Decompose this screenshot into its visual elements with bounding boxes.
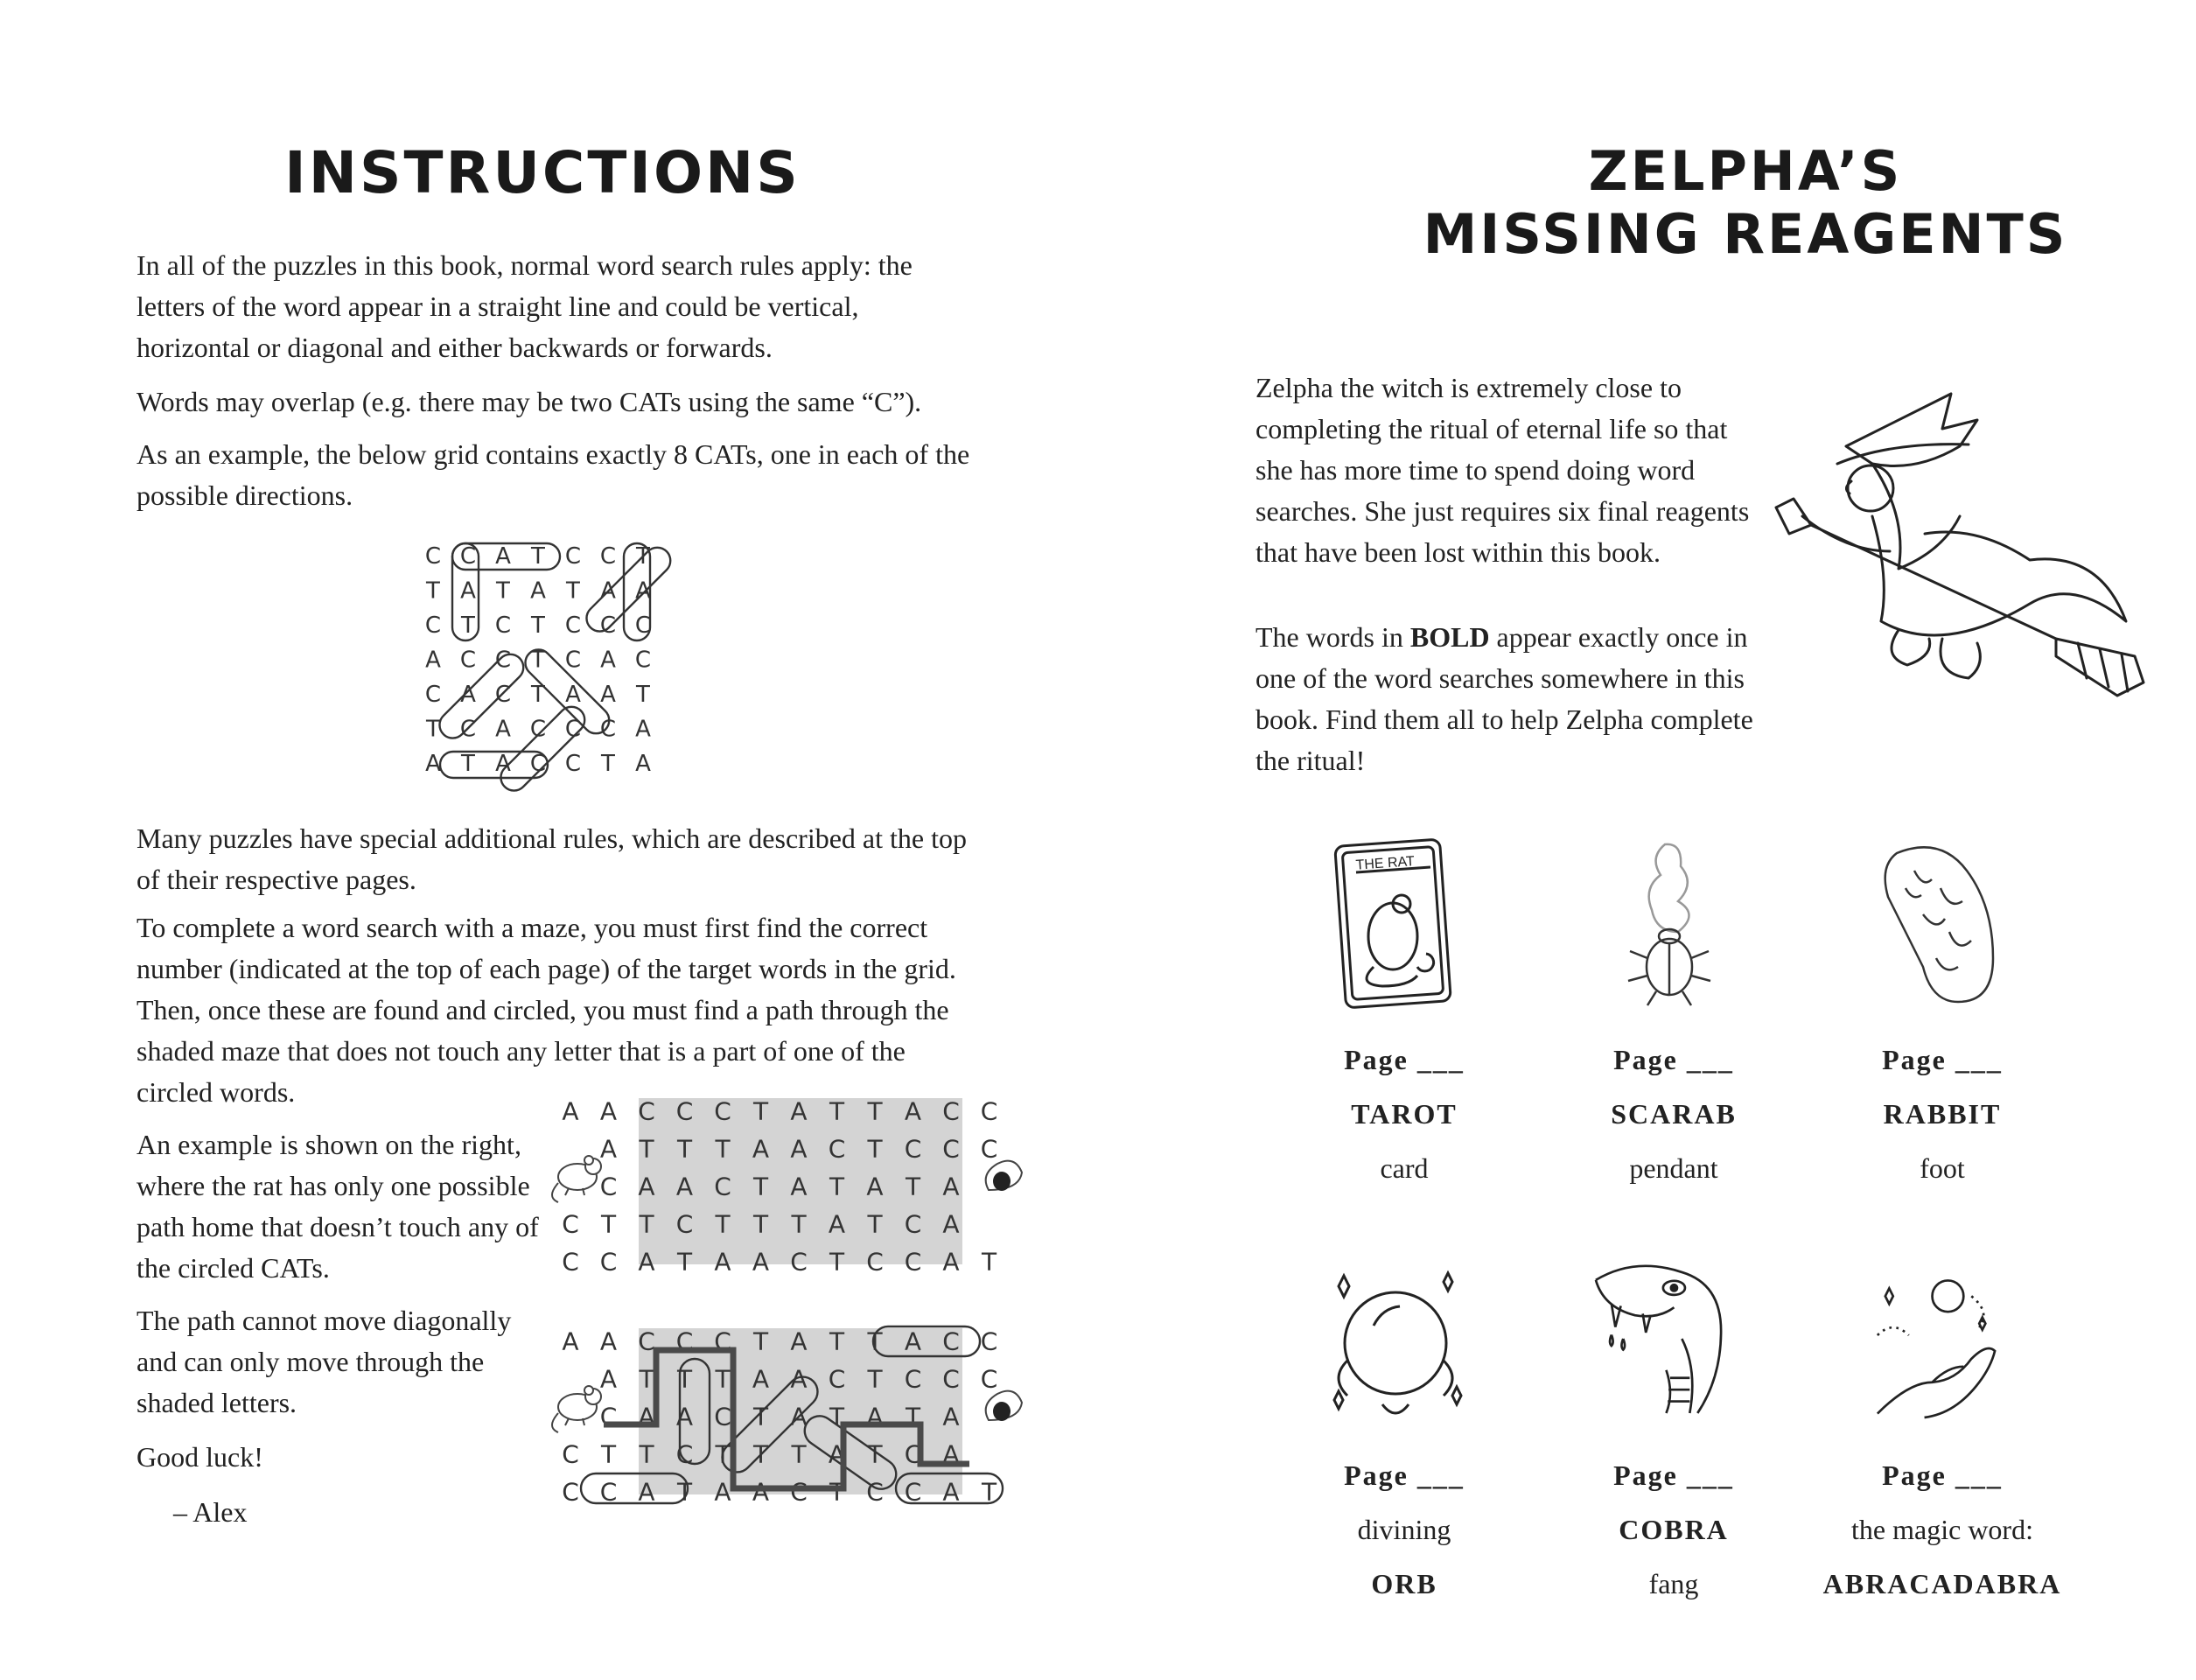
grid-letter: T xyxy=(531,682,545,708)
grid-letter: A xyxy=(752,1364,770,1394)
grid-letter: T xyxy=(829,1172,845,1201)
signature: – Alex xyxy=(173,1496,248,1528)
grid-letter: A xyxy=(942,1439,960,1469)
tarot-card-icon xyxy=(1321,836,1470,1011)
scarab-pendant-icon xyxy=(1595,836,1744,1011)
grid-letter: A xyxy=(828,1439,846,1469)
grid-letter: T xyxy=(531,647,545,674)
reagent-bottom: ORB xyxy=(1371,1568,1437,1600)
grid-letter: A xyxy=(425,751,441,777)
grid-letter: C xyxy=(634,612,652,639)
special-rules-paragraph: Many puzzles have special additional rules, which are described at the top of their respective pages. xyxy=(136,822,967,895)
grid-letter: A xyxy=(752,1477,770,1507)
mouse-hole-icon xyxy=(986,1391,1022,1421)
reagent-rabbit xyxy=(1811,1032,2074,1195)
grid-letter: C xyxy=(459,647,477,674)
reagent-top: COBRA xyxy=(1619,1514,1729,1545)
grid-letter: T xyxy=(600,1209,617,1239)
grid-letter: T xyxy=(791,1439,807,1469)
bold-post: appear exactly once in one of the word searches somewhere in this book. Find them all to help Zelpha complete the ritual! xyxy=(1255,621,1753,776)
grid-letter: C xyxy=(494,647,512,674)
bold-paragraph xyxy=(1255,617,1754,781)
grid-letter: T xyxy=(752,1326,769,1356)
grid-letter: C xyxy=(942,1096,960,1126)
grid-letter: T xyxy=(867,1364,883,1394)
reagent-top: the magic word: xyxy=(1851,1514,2033,1545)
grid-letter: T xyxy=(601,751,615,777)
cat-grid-letters xyxy=(425,543,651,777)
grid-letter: A xyxy=(638,1477,655,1507)
rat-icon xyxy=(552,1156,601,1202)
grid-letter: T xyxy=(639,1134,654,1164)
page-blank[interactable]: Page ___ xyxy=(1613,1460,1734,1491)
grid-letter: C xyxy=(980,1134,998,1164)
diagonal-paragraph: The path cannot move diagonally and can only move through the shaded letters. xyxy=(136,1305,512,1418)
grid-letter: T xyxy=(426,716,440,743)
grid-letter: C xyxy=(564,612,582,639)
grid-letter: A xyxy=(675,1172,694,1201)
grid-letter: C xyxy=(494,682,512,708)
page-blank[interactable]: Page ___ xyxy=(1882,1460,2003,1491)
cat-example-grid xyxy=(416,538,678,792)
grid-letter: A xyxy=(562,1096,579,1126)
reagent-bottom: fang xyxy=(1648,1568,1699,1600)
grid-letter: C xyxy=(790,1477,808,1507)
grid-letter: A xyxy=(460,682,476,708)
grid-letter: T xyxy=(639,1209,654,1239)
grid-letter: T xyxy=(639,1364,654,1394)
reagent-top: RABBIT xyxy=(1883,1098,2002,1130)
page-blank[interactable]: Page ___ xyxy=(1882,1044,2003,1075)
reagent-bottom: ABRACADABRA xyxy=(1822,1568,2062,1600)
grid-letter: A xyxy=(562,1326,579,1356)
grid-letter: T xyxy=(600,1439,617,1469)
page-blank[interactable]: Page ___ xyxy=(1613,1044,1734,1075)
grid-letter: C xyxy=(675,1439,694,1469)
grid-letter: A xyxy=(635,751,651,777)
grid-letter: A xyxy=(790,1096,808,1126)
grid-letter: C xyxy=(599,1172,618,1201)
grid-letter: T xyxy=(636,543,650,570)
grid-letter: A xyxy=(790,1134,808,1164)
grid-letter: C xyxy=(564,716,582,743)
grid-letter: A xyxy=(638,1172,655,1201)
reagent-bottom: card xyxy=(1380,1152,1429,1184)
grid-letter: A xyxy=(495,751,511,777)
grid-letter: T xyxy=(676,1477,693,1507)
grid-letter: T xyxy=(752,1172,769,1201)
rat-icon xyxy=(552,1386,601,1432)
grid-letter: A xyxy=(790,1364,808,1394)
grid-letter: C xyxy=(675,1326,694,1356)
reagent-scarab xyxy=(1542,1032,1805,1195)
grid-letter: T xyxy=(867,1134,883,1164)
example-paragraph: As an example, the below grid contains exactly 8 CATs, one in each of the possible directions. xyxy=(136,438,970,511)
grid-letter: T xyxy=(829,1402,845,1432)
grid-letter: C xyxy=(562,1477,579,1507)
grid-letter: T xyxy=(981,1477,997,1507)
grid-letter: C xyxy=(828,1364,846,1394)
mouse-hole-icon xyxy=(986,1161,1022,1191)
grid-letter: A xyxy=(460,578,476,605)
grid-letter: A xyxy=(714,1477,731,1507)
reagent-top: TAROT xyxy=(1351,1098,1458,1130)
grid-letter: C xyxy=(942,1364,960,1394)
grid-letter: A xyxy=(942,1477,960,1507)
page-blank[interactable]: Page ___ xyxy=(1344,1044,1465,1075)
maze-paragraph: To complete a word search with a maze, you must first find the correct number (indicated at the top of each page) of the target words in the grid. Then, once these are found and circled, you must find a path through the shaded maze that does not touch any letter that is a part of one of the circled words. xyxy=(136,912,956,1108)
grid-letter: C xyxy=(638,1096,655,1126)
grid-letter: A xyxy=(599,1364,618,1394)
title-line-2: MISSING REAGENTS xyxy=(1423,202,2068,266)
grid-letter: C xyxy=(564,751,582,777)
grid-letter: T xyxy=(867,1326,883,1356)
grid-letter: C xyxy=(980,1326,998,1356)
grid-letter: A xyxy=(495,716,511,743)
grid-letter: A xyxy=(599,1326,618,1356)
divining-orb-icon xyxy=(1321,1256,1470,1431)
grid-letter: C xyxy=(562,1439,579,1469)
grid-letter: A xyxy=(942,1402,960,1432)
grid-letter: T xyxy=(905,1402,921,1432)
grid-letter: T xyxy=(531,612,545,639)
grid-letter: C xyxy=(714,1402,731,1432)
grid-letter: C xyxy=(828,1134,846,1164)
grid-letter: C xyxy=(866,1247,884,1277)
grid-letter: C xyxy=(599,1247,618,1277)
circled-cat xyxy=(581,542,675,637)
grid-letter: C xyxy=(564,647,582,674)
grid-letter: A xyxy=(904,1096,922,1126)
grid-letter: A xyxy=(942,1172,960,1201)
grid-letter: T xyxy=(791,1209,807,1239)
grid-letter: T xyxy=(676,1134,693,1164)
grid-letter: C xyxy=(714,1096,731,1126)
grid-letter: C xyxy=(714,1172,731,1201)
grid-letter: C xyxy=(904,1247,922,1277)
grid-letter: C xyxy=(790,1247,808,1277)
grid-letter: C xyxy=(714,1326,731,1356)
grid-letter: C xyxy=(599,543,617,570)
grid-letter: T xyxy=(829,1477,845,1507)
grid-letter: A xyxy=(904,1326,922,1356)
grid-letter: A xyxy=(425,647,441,674)
grid-letter: A xyxy=(675,1402,694,1432)
grid-letter: T xyxy=(981,1247,997,1277)
grid-letter: C xyxy=(564,543,582,570)
grid-letter: T xyxy=(867,1209,883,1239)
grid-letter: C xyxy=(424,612,442,639)
grid-letter: T xyxy=(496,578,510,605)
grid-letter: A xyxy=(790,1326,808,1356)
good-luck-text: Good luck! xyxy=(136,1441,263,1473)
rules-paragraph: In all of the puzzles in this book, normal word search rules apply: the letters of the word appear in a straight line and could be vertical, horizontal or diagonal and either backwards or forwards. xyxy=(136,249,913,363)
intro-paragraph: Zelpha the witch is extremely close to completing the ritual of eternal life so that she has more time to spend doing word searches. She just requires six final reagents that have been lost within this book. xyxy=(1255,372,1750,568)
grid-letter: A xyxy=(790,1402,808,1432)
grid-letter: A xyxy=(790,1172,808,1201)
grid-letter: C xyxy=(459,716,477,743)
grid-letter: C xyxy=(562,1209,579,1239)
grid-letter: T xyxy=(715,1439,731,1469)
grid-letter: C xyxy=(904,1439,922,1469)
grid-letter: A xyxy=(599,1096,618,1126)
grid-letter: C xyxy=(634,647,652,674)
grid-letter: C xyxy=(562,1247,579,1277)
grid-letter: C xyxy=(599,1402,618,1432)
grid-letter: A xyxy=(942,1247,960,1277)
reagent-top: SCARAB xyxy=(1611,1098,1737,1130)
grid-letter: T xyxy=(676,1247,693,1277)
grid-letter: T xyxy=(531,543,545,570)
grid-letter: C xyxy=(459,543,477,570)
grid-letter: A xyxy=(866,1402,884,1432)
grid-letter: C xyxy=(529,751,547,777)
grid-letter: A xyxy=(599,1134,618,1164)
grid-letter: A xyxy=(866,1172,884,1201)
grid-letter: C xyxy=(980,1364,998,1394)
grid-letter: C xyxy=(904,1364,922,1394)
grid-letter: A xyxy=(752,1134,770,1164)
instructions-title: INSTRUCTIONS xyxy=(284,139,801,206)
cobra-fang-icon xyxy=(1588,1251,1737,1426)
grid-letter: C xyxy=(529,716,547,743)
overlap-paragraph: Words may overlap (e.g. there may be two CATs using the same “C”). xyxy=(136,386,922,417)
grid-letter: A xyxy=(828,1209,846,1239)
grid-letter: T xyxy=(829,1326,845,1356)
rabbit-foot-icon xyxy=(1862,836,2011,1011)
grid-letter: C xyxy=(942,1134,960,1164)
grid-letter: T xyxy=(829,1096,845,1126)
witch-on-broom-icon xyxy=(1767,376,2152,744)
maze-example-unsolved xyxy=(542,1094,1024,1291)
magic-hand-icon xyxy=(1862,1256,2011,1431)
grid-letter: C xyxy=(904,1209,922,1239)
zelpha-title xyxy=(1308,140,2183,266)
grid-letter: T xyxy=(905,1172,921,1201)
reagent-bottom: pendant xyxy=(1629,1152,1718,1184)
grid-letter: C xyxy=(675,1209,694,1239)
reagent-abracadabra xyxy=(1802,1448,2082,1611)
rat-paragraph: An example is shown on the right, where the rat has only one possible path home that doesn’t touch any of the circled CATs. xyxy=(136,1129,539,1284)
grid-letter: C xyxy=(599,612,617,639)
grid-letter: T xyxy=(636,682,650,708)
grid-letter: C xyxy=(494,612,512,639)
grid-letter: A xyxy=(638,1402,655,1432)
grid-letter: T xyxy=(829,1247,845,1277)
grid-letter: A xyxy=(942,1209,960,1239)
grid-letter: A xyxy=(600,682,616,708)
grid-letter: T xyxy=(752,1209,769,1239)
grid-letter: T xyxy=(461,751,475,777)
reagent-tarot xyxy=(1273,1032,1535,1195)
reagent-top: divining xyxy=(1357,1514,1451,1545)
reagent-orb xyxy=(1273,1448,1535,1611)
grid-letter: C xyxy=(599,1477,618,1507)
card-title: THE RAT xyxy=(1355,854,1416,873)
grid-letter: C xyxy=(904,1477,922,1507)
grid-letter: C xyxy=(866,1477,884,1507)
grid-letter: T xyxy=(752,1439,769,1469)
title-line-1: ZELPHA’S xyxy=(1588,139,1903,203)
grid-letter: T xyxy=(676,1364,693,1394)
grid-letter: A xyxy=(714,1247,731,1277)
grid-letter: T xyxy=(715,1209,731,1239)
grid-letter: T xyxy=(867,1439,883,1469)
grid-letter: C xyxy=(638,1326,655,1356)
grid-letter: T xyxy=(715,1364,731,1394)
grid-letter: T xyxy=(461,612,475,639)
reagent-bottom: foot xyxy=(1920,1152,1965,1184)
grid-letter: C xyxy=(675,1096,694,1126)
grid-letter: A xyxy=(635,578,651,605)
grid-letter: A xyxy=(495,543,511,570)
grid-letter: A xyxy=(638,1247,655,1277)
grid-letter: C xyxy=(980,1096,998,1126)
maze-example-solved xyxy=(542,1324,1024,1521)
grid-letter: T xyxy=(426,578,440,605)
grid-letter: C xyxy=(599,716,617,743)
grid-letter: T xyxy=(639,1439,654,1469)
grid-letter: A xyxy=(635,716,651,743)
grid-letter: A xyxy=(600,647,616,674)
grid-letter: A xyxy=(565,682,581,708)
grid-letter: C xyxy=(424,682,442,708)
grid-letter: C xyxy=(424,543,442,570)
grid-letter: T xyxy=(867,1096,883,1126)
grid-letter: A xyxy=(752,1247,770,1277)
grid-letter: C xyxy=(942,1326,960,1356)
grid-letter: T xyxy=(752,1402,769,1432)
grid-letter: C xyxy=(904,1134,922,1164)
reagent-cobra xyxy=(1542,1448,1805,1611)
grid-letter: T xyxy=(715,1134,731,1164)
grid-letter: T xyxy=(752,1096,769,1126)
circled-cat xyxy=(434,649,528,744)
grid-letter: A xyxy=(530,578,546,605)
grid-letter: T xyxy=(566,578,580,605)
grid-letter: A xyxy=(600,578,616,605)
page-blank[interactable]: Page ___ xyxy=(1344,1460,1465,1491)
bold-pre: The words in xyxy=(1255,621,1410,653)
bold-word: BOLD xyxy=(1409,621,1490,653)
